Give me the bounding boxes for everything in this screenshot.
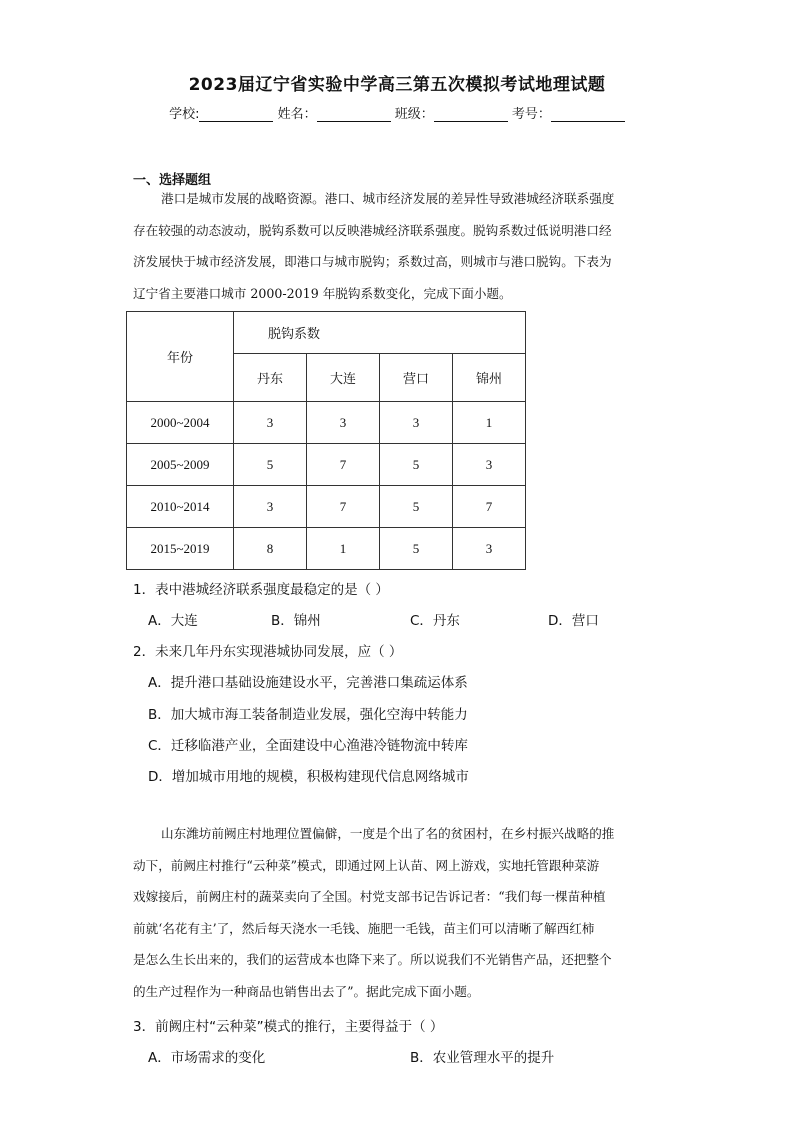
passage-line: 的生产过程作为一种商品也销售出去了”。据此完成下面小题。 — [133, 983, 480, 999]
period-cell: 2010~2014 — [127, 486, 234, 528]
class-blank[interactable] — [434, 107, 508, 122]
passage-line: 港口是城市发展的战略资源。港口、城市经济发展的差异性导致港城经济联系强度 — [161, 191, 615, 206]
passage-cloud-farming — [133, 818, 661, 1007]
passage-line: 戏嫁接后，前阙庄村的蔬菜卖向了全国。村党支部书记告诉记者：“我们每一棵苗种植 — [133, 889, 606, 904]
value-cell: 7 — [453, 486, 526, 528]
q2-option-b[interactable]: B．加大城市海工装备制造业发展，强化空海中转能力 — [148, 707, 468, 723]
exam-title: 2023届辽宁省实验中学高三第五次模拟考试地理试题 — [188, 75, 606, 95]
school-blank[interactable] — [199, 107, 273, 122]
value-cell: 7 — [307, 486, 380, 528]
class-label: 班级： — [394, 107, 434, 122]
period-cell: 2000~2004 — [127, 402, 234, 444]
value-cell: 5 — [234, 444, 307, 486]
passage-line: 前就‘名花有主’了，然后每天浇水一毛钱、施肥一毛钱，苗主们可以清晰了解西红柿 — [133, 920, 595, 936]
passage-line: 存在较强的动态波动，脱钩系数可以反映港城经济联系强度。脱钩系数过低说明港口经 — [133, 222, 612, 238]
name-blank[interactable] — [317, 107, 391, 122]
id-label: 考号： — [511, 107, 551, 122]
table-row — [127, 486, 526, 528]
value-cell: 5 — [380, 444, 453, 486]
period-cell: 2005~2009 — [127, 444, 234, 486]
section-heading: 一、选择题组 — [133, 173, 212, 188]
column-header-dalian: 大连 — [307, 354, 380, 402]
value-cell: 5 — [380, 486, 453, 528]
q2-option-d[interactable]: D．增加城市用地的规模，积极构建现代信息网络城市 — [148, 769, 469, 785]
coefficient-header: 脱钩系数 — [234, 312, 526, 354]
value-cell: 3 — [234, 402, 307, 444]
passage-line: 山东潍坊前阙庄村地理位置偏僻，一度是个出了名的贫困村，在乡村振兴战略的推 — [161, 826, 615, 841]
column-header-jinzhou: 锦州 — [453, 354, 526, 402]
period-cell: 2015~2019 — [127, 528, 234, 570]
q2-option-c[interactable]: C．迁移临港产业，全面建设中心渔港冷链物流中转库 — [148, 738, 468, 754]
table-row — [127, 402, 526, 444]
column-header-dandong: 丹东 — [234, 354, 307, 402]
value-cell: 3 — [380, 402, 453, 444]
value-cell: 3 — [453, 444, 526, 486]
value-cell: 8 — [234, 528, 307, 570]
column-header-yingkou: 营口 — [380, 354, 453, 402]
value-cell: 7 — [307, 444, 380, 486]
q3-option-a[interactable]: A．市场需求的变化 — [148, 1050, 266, 1066]
q1-option-b[interactable]: B．锦州 — [271, 613, 321, 629]
q1-option-a[interactable]: A．大连 — [148, 613, 198, 629]
school-label: 学校: — [169, 107, 200, 122]
year-header: 年份 — [127, 312, 234, 402]
value-cell: 3 — [453, 528, 526, 570]
question-3-stem: 3．前阙庄村“云种菜”模式的推行，主要得益于（ ） — [133, 1019, 444, 1035]
id-blank[interactable] — [551, 107, 625, 122]
passage-line: 是怎么生长出来的，我们的运营成本也降下来了。所以说我们不光销售产品，还把整个 — [133, 952, 612, 967]
passage-line: 济发展快于城市经济发展，即港口与城市脱钩；系数过高，则城市与港口脱钩。下表为 — [133, 254, 612, 269]
passage-port — [133, 183, 661, 309]
value-cell: 3 — [234, 486, 307, 528]
table-row — [127, 444, 526, 486]
q1-option-c[interactable]: C．丹东 — [410, 613, 460, 629]
question-2-stem: 2．未来几年丹东实现港城协同发展，应（ ） — [133, 644, 403, 660]
passage-line: 动下，前阙庄村推行“云种菜”模式，即通过网上认苗、网上游戏，实地托管跟种菜游 — [133, 857, 600, 873]
passage-line: 辽宁省主要港口城市 2000-2019 年脱钩系数变化，完成下面小题。 — [133, 285, 512, 301]
q1-option-d[interactable]: D．营口 — [548, 613, 599, 629]
value-cell: 1 — [453, 402, 526, 444]
student-info-line — [0, 103, 794, 122]
value-cell: 5 — [380, 528, 453, 570]
decoupling-table — [126, 311, 526, 570]
value-cell: 1 — [307, 528, 380, 570]
q2-option-a[interactable]: A．提升港口基础设施建设水平，完善港口集疏运体系 — [148, 675, 468, 691]
value-cell: 3 — [307, 402, 380, 444]
q3-option-b[interactable]: B．农业管理水平的提升 — [410, 1050, 555, 1066]
name-label: 姓名： — [277, 107, 317, 122]
question-1-stem: 1．表中港城经济联系强度最稳定的是（ ） — [133, 582, 389, 598]
table-row — [127, 528, 526, 570]
